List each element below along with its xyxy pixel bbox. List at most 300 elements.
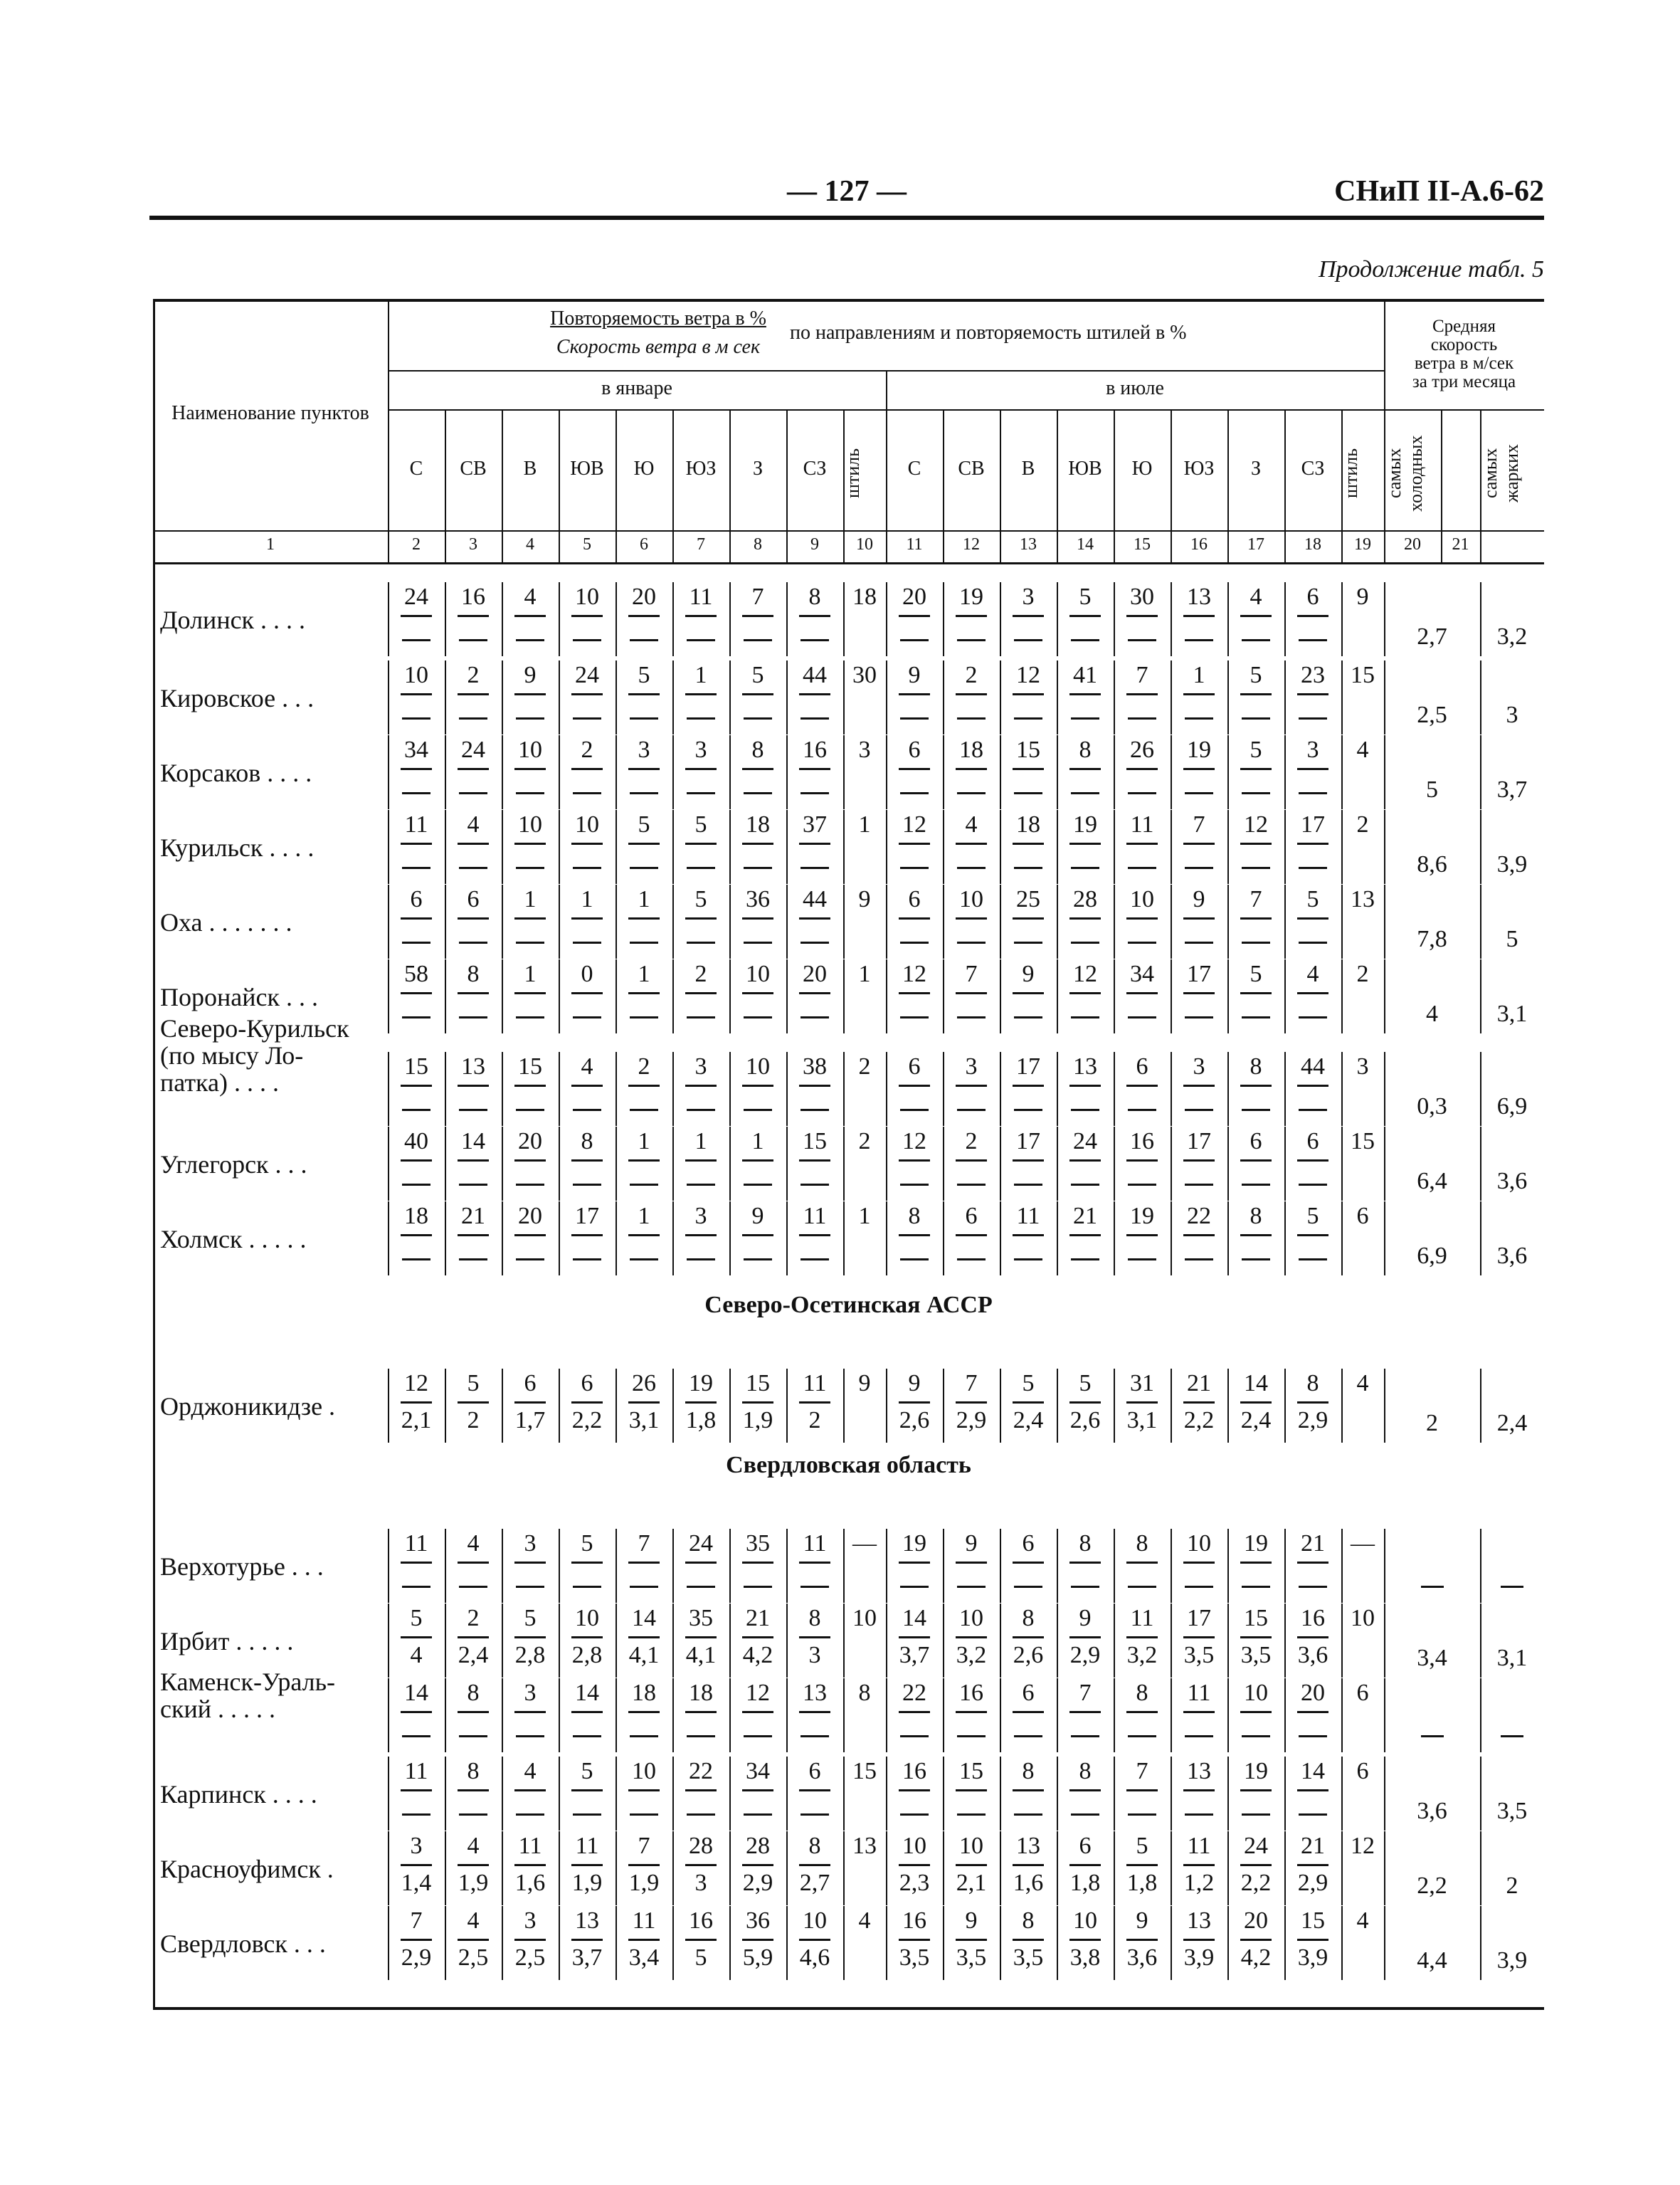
fraction-bar bbox=[514, 1085, 546, 1087]
direction-header: В bbox=[523, 458, 537, 480]
fraction-bar bbox=[1183, 917, 1215, 920]
fraction-bar bbox=[458, 1234, 489, 1236]
recurrence-value: 9 bbox=[908, 662, 921, 688]
fraction-bar bbox=[514, 1562, 546, 1564]
recurrence-value: 6 bbox=[1250, 1128, 1262, 1154]
speed-value-dash bbox=[573, 1735, 601, 1737]
speed-value-dash bbox=[957, 867, 986, 869]
speed-value-dash bbox=[900, 1735, 929, 1737]
calm-value: 4 bbox=[1356, 1907, 1369, 1934]
recurrence-header-top: Повторяемость ветра в % bbox=[550, 307, 766, 330]
recurrence-value: 5 bbox=[524, 1605, 537, 1631]
fraction-bar bbox=[899, 1789, 930, 1791]
recurrence-value: 5 bbox=[1079, 584, 1092, 610]
calm-value: 6 bbox=[1356, 1203, 1369, 1229]
document-code: СНиП II-А.6-62 bbox=[1334, 175, 1544, 208]
recurrence-value: 10 bbox=[1187, 1530, 1211, 1557]
recurrence-value: 8 bbox=[1250, 1203, 1262, 1229]
recurrence-value: 4 bbox=[467, 811, 480, 838]
speed-value-dash bbox=[1185, 942, 1213, 944]
speed-value: 3,1 bbox=[628, 1407, 660, 1433]
recurrence-value: 9 bbox=[1079, 1605, 1092, 1631]
speed-value-dash bbox=[957, 639, 986, 641]
calm-value: 6 bbox=[1356, 1758, 1369, 1784]
recurrence-value: 4 bbox=[467, 1833, 480, 1859]
recurrence-value: 9 bbox=[1136, 1907, 1148, 1934]
speed-value: 4 bbox=[410, 1642, 423, 1668]
calm-value: 3 bbox=[1356, 1053, 1369, 1080]
speed-value-dash bbox=[630, 717, 658, 720]
avg-speed-hottest: 3 bbox=[1506, 702, 1518, 728]
fraction-bar bbox=[1013, 1864, 1044, 1866]
fraction-bar bbox=[401, 843, 432, 845]
recurrence-value: 7 bbox=[410, 1907, 423, 1934]
recurrence-value: 16 bbox=[689, 1907, 713, 1934]
speed-value: 2,8 bbox=[514, 1642, 546, 1668]
avg-speed-coldest: 2,5 bbox=[1417, 702, 1447, 728]
recurrence-value: 8 bbox=[467, 961, 480, 987]
speed-value-dash bbox=[801, 1813, 829, 1816]
recurrence-value: 5 bbox=[1250, 662, 1262, 688]
calm-value: 4 bbox=[1356, 1370, 1369, 1396]
station-name: Оха . . . . . . . bbox=[160, 908, 292, 937]
speed-value: 3,4 bbox=[628, 1944, 660, 1971]
header-rule-4 bbox=[153, 562, 1544, 564]
fraction-bar bbox=[571, 1939, 603, 1941]
fraction-bar bbox=[956, 843, 987, 845]
recurrence-value: 10 bbox=[1073, 1907, 1097, 1934]
speed-value: 3,5 bbox=[956, 1944, 987, 1971]
station-name: Поронайск . . . bbox=[160, 983, 318, 1011]
station-name: Северо-Курильск bbox=[160, 1014, 349, 1043]
recurrence-value: 22 bbox=[902, 1680, 926, 1706]
fraction-bar bbox=[799, 917, 830, 920]
recurrence-value: 3 bbox=[694, 1203, 707, 1229]
recurrence-value: 13 bbox=[1073, 1053, 1097, 1080]
speed-value-dash bbox=[1014, 867, 1042, 869]
recurrence-value: 5 bbox=[694, 886, 707, 912]
fraction-bar bbox=[685, 917, 717, 920]
speed-value-dash bbox=[744, 867, 772, 869]
speed-value-dash bbox=[687, 717, 715, 720]
speed-value-dash bbox=[630, 942, 658, 944]
speed-value-dash bbox=[687, 1016, 715, 1018]
recurrence-value: 14 bbox=[575, 1680, 599, 1706]
recurrence-value: 11 bbox=[632, 1907, 656, 1934]
fraction-bar bbox=[1297, 1864, 1328, 1866]
recurrence-value: 19 bbox=[959, 584, 983, 610]
fraction-bar bbox=[1183, 992, 1215, 994]
fraction-bar bbox=[1013, 1562, 1044, 1564]
fraction-bar bbox=[628, 1085, 660, 1087]
fraction-bar bbox=[628, 615, 660, 617]
fraction-bar bbox=[514, 693, 546, 695]
fraction-bar bbox=[514, 1789, 546, 1791]
fraction-bar bbox=[571, 1711, 603, 1713]
speed-value-dash bbox=[1185, 1586, 1213, 1588]
recurrence-value: 1 bbox=[581, 886, 593, 912]
fraction-bar bbox=[899, 917, 930, 920]
recurrence-value: 24 bbox=[404, 584, 428, 610]
speed-value: 1,7 bbox=[514, 1407, 546, 1433]
fraction-bar bbox=[458, 1159, 489, 1162]
fraction-bar bbox=[401, 1401, 432, 1404]
fraction-bar bbox=[1183, 1636, 1215, 1638]
speed-value-dash bbox=[744, 717, 772, 720]
recurrence-value: 7 bbox=[638, 1833, 650, 1859]
fraction-bar bbox=[1069, 843, 1101, 845]
speed-value-dash bbox=[744, 1735, 772, 1737]
fraction-bar bbox=[514, 768, 546, 770]
recurrence-value: 5 bbox=[581, 1758, 593, 1784]
recurrence-value: 2 bbox=[467, 662, 480, 688]
speed-value-dash bbox=[1185, 639, 1213, 641]
recurrence-value: 11 bbox=[1130, 1605, 1154, 1631]
avg-speed-coldest: 8,6 bbox=[1417, 851, 1447, 878]
fraction-bar bbox=[571, 1789, 603, 1791]
fraction-bar bbox=[1240, 1636, 1272, 1638]
speed-value-dash bbox=[516, 717, 544, 720]
fraction-bar bbox=[685, 1789, 717, 1791]
speed-value: 2 bbox=[467, 1407, 480, 1433]
speed-value: 2,6 bbox=[1013, 1642, 1044, 1668]
recurrence-value: 6 bbox=[1136, 1053, 1148, 1080]
recurrence-value: 8 bbox=[1079, 1530, 1092, 1557]
speed-value: 3,6 bbox=[1126, 1944, 1158, 1971]
station-name: Верхотурье . . . bbox=[160, 1552, 324, 1581]
column-number: 21 bbox=[1452, 535, 1469, 554]
recurrence-value: 11 bbox=[575, 1833, 599, 1859]
fraction-bar bbox=[571, 1401, 603, 1404]
recurrence-value: 9 bbox=[908, 1370, 921, 1396]
calm-value: 13 bbox=[1351, 886, 1375, 912]
speed-value-dash bbox=[459, 867, 487, 869]
fraction-bar bbox=[1013, 1789, 1044, 1791]
speed-value-dash bbox=[1299, 1586, 1327, 1588]
speed-value-dash bbox=[1128, 1813, 1156, 1816]
speed-value-dash bbox=[1299, 1735, 1327, 1737]
recurrence-value: 18 bbox=[689, 1680, 713, 1706]
recurrence-value: 19 bbox=[689, 1370, 713, 1396]
table-left-rule bbox=[153, 299, 155, 2007]
calm-value: 12 bbox=[1351, 1833, 1375, 1859]
recurrence-value: 15 bbox=[1016, 737, 1040, 763]
recurrence-value: 17 bbox=[1016, 1128, 1040, 1154]
speed-value: 2,2 bbox=[1183, 1407, 1215, 1433]
recurrence-value: 13 bbox=[461, 1053, 485, 1080]
fraction-bar bbox=[899, 1234, 930, 1236]
recurrence-value: 3 bbox=[1193, 1053, 1205, 1080]
column-number: 12 bbox=[963, 535, 980, 554]
speed-value-dash bbox=[402, 867, 430, 869]
recurrence-value: 16 bbox=[803, 737, 827, 763]
recurrence-value: 6 bbox=[1022, 1680, 1035, 1706]
speed-value: 1,8 bbox=[1126, 1870, 1158, 1896]
cell-rule bbox=[388, 582, 389, 656]
avg-speed-coldest: 6,4 bbox=[1417, 1168, 1447, 1194]
column-number: 9 bbox=[810, 535, 819, 554]
recurrence-value: 28 bbox=[1073, 886, 1097, 912]
fraction-bar bbox=[956, 1159, 987, 1162]
recurrence-value: 12 bbox=[746, 1680, 770, 1706]
fraction-bar bbox=[628, 1562, 660, 1564]
fraction-bar bbox=[401, 917, 432, 920]
speed-value-dash bbox=[516, 792, 544, 794]
recurrence-value: 3 bbox=[694, 737, 707, 763]
recurrence-value: 4 bbox=[1250, 584, 1262, 610]
recurrence-value: 10 bbox=[575, 584, 599, 610]
column-number: 14 bbox=[1077, 535, 1094, 554]
speed-value-dash bbox=[573, 1109, 601, 1111]
fraction-bar bbox=[401, 992, 432, 994]
recurrence-value: 9 bbox=[965, 1907, 978, 1934]
speed-value-dash bbox=[957, 1586, 986, 1588]
cell-rule bbox=[388, 1678, 389, 1752]
fraction-bar bbox=[1240, 843, 1272, 845]
speed-value: 5,9 bbox=[742, 1944, 773, 1971]
fraction-bar bbox=[1126, 1085, 1158, 1087]
fraction-bar bbox=[628, 1636, 660, 1638]
recurrence-value: 9 bbox=[524, 662, 537, 688]
recurrence-value: 58 bbox=[404, 961, 428, 987]
direction-header: ЮВ bbox=[1068, 458, 1102, 480]
speed-value-dash bbox=[1242, 792, 1270, 794]
calm-value: 2 bbox=[858, 1053, 871, 1080]
fraction-bar bbox=[401, 1636, 432, 1638]
fraction-bar bbox=[458, 1939, 489, 1941]
speed-value-dash bbox=[744, 1813, 772, 1816]
fraction-bar bbox=[1069, 1234, 1101, 1236]
fraction-bar bbox=[1126, 1234, 1158, 1236]
speed-value-dash bbox=[402, 1735, 430, 1737]
speed-value: 2,9 bbox=[956, 1407, 987, 1433]
speed-value-dash bbox=[801, 1184, 829, 1186]
speed-value-dash bbox=[1014, 1813, 1042, 1816]
fraction-bar bbox=[1297, 1159, 1328, 1162]
recurrence-value: 8 bbox=[1079, 1758, 1092, 1784]
station-name: Свердловск . . . bbox=[160, 1929, 326, 1958]
speed-value-dash bbox=[957, 792, 986, 794]
calm-value: 9 bbox=[858, 886, 871, 912]
recurrence-value: 20 bbox=[803, 961, 827, 987]
speed-value-dash bbox=[459, 1109, 487, 1111]
fraction-bar bbox=[1240, 1711, 1272, 1713]
speed-value-dash bbox=[516, 1258, 544, 1260]
fraction-bar bbox=[628, 843, 660, 845]
fraction-bar bbox=[685, 1085, 717, 1087]
recurrence-value: 5 bbox=[694, 811, 707, 838]
fraction-bar bbox=[1126, 1711, 1158, 1713]
recurrence-value: 5 bbox=[581, 1530, 593, 1557]
recurrence-value: 0 bbox=[581, 961, 593, 987]
recurrence-value: 44 bbox=[1301, 1053, 1325, 1080]
speed-value-dash bbox=[1242, 1735, 1270, 1737]
fraction-bar bbox=[458, 1085, 489, 1087]
speed-value-dash bbox=[957, 1813, 986, 1816]
fraction-bar bbox=[458, 1562, 489, 1564]
fraction-bar bbox=[899, 1562, 930, 1564]
fraction-bar bbox=[742, 768, 773, 770]
recurrence-value: 1 bbox=[751, 1128, 764, 1154]
speed-value-dash bbox=[744, 1258, 772, 1260]
recurrence-value: 8 bbox=[467, 1680, 480, 1706]
station-name: Красноуфимск . bbox=[160, 1855, 334, 1883]
recurrence-value: 4 bbox=[524, 1758, 537, 1784]
speed-value-dash bbox=[573, 1184, 601, 1186]
station-name: Курильск . . . . bbox=[160, 833, 315, 862]
fraction-bar bbox=[1183, 843, 1215, 845]
avg-speed-header: ветра в м/сек bbox=[1414, 354, 1514, 373]
fraction-bar bbox=[401, 1864, 432, 1866]
fraction-bar bbox=[1013, 1234, 1044, 1236]
recurrence-value: 10 bbox=[575, 1605, 599, 1631]
fraction-bar bbox=[1126, 1939, 1158, 1941]
recurrence-value: 11 bbox=[803, 1530, 827, 1557]
fraction-bar bbox=[514, 1939, 546, 1941]
speed-value-dash bbox=[1128, 717, 1156, 720]
speed-value-dash bbox=[1185, 717, 1213, 720]
cell-rule bbox=[388, 1529, 389, 1603]
recurrence-value: 21 bbox=[746, 1605, 770, 1631]
recurrence-value: 3 bbox=[694, 1053, 707, 1080]
recurrence-value: 5 bbox=[1079, 1370, 1092, 1396]
recurrence-value: 18 bbox=[959, 737, 983, 763]
column-number: 11 bbox=[906, 535, 923, 554]
fraction-bar bbox=[628, 1789, 660, 1791]
calm-value: 10 bbox=[1351, 1605, 1375, 1631]
fraction-bar bbox=[1297, 1085, 1328, 1087]
recurrence-value: 9 bbox=[751, 1203, 764, 1229]
speed-value: 3,5 bbox=[899, 1944, 930, 1971]
speed-value-dash bbox=[957, 942, 986, 944]
speed-value: 3,8 bbox=[1069, 1944, 1101, 1971]
speed-value-dash bbox=[801, 1258, 829, 1260]
fraction-bar bbox=[1183, 1159, 1215, 1162]
station-name: Корсаков . . . . bbox=[160, 759, 312, 787]
speed-value-dash bbox=[1299, 639, 1327, 641]
avg-speed-hottest: 3,6 bbox=[1496, 1168, 1528, 1194]
speed-value: 3 bbox=[694, 1870, 707, 1896]
fraction-bar bbox=[685, 992, 717, 994]
speed-value-dash bbox=[687, 1813, 715, 1816]
speed-value-dash bbox=[402, 717, 430, 720]
direction-header: Ю bbox=[1131, 458, 1153, 480]
speed-value-dash bbox=[1128, 867, 1156, 869]
speed-value-dash bbox=[1014, 1184, 1042, 1186]
speed-value-dash bbox=[687, 1586, 715, 1588]
fraction-bar bbox=[514, 1711, 546, 1713]
recurrence-value: 14 bbox=[632, 1605, 656, 1631]
calm-value: 1 bbox=[858, 961, 871, 987]
recurrence-value: 5 bbox=[1306, 886, 1319, 912]
speed-value-dash bbox=[1185, 1016, 1213, 1018]
speed-value: 2,2 bbox=[571, 1407, 603, 1433]
speed-value-dash bbox=[900, 1109, 929, 1111]
recurrence-value: 17 bbox=[1187, 1128, 1211, 1154]
direction-header: ЮВ bbox=[570, 458, 604, 480]
recurrence-value: 36 bbox=[746, 1907, 770, 1934]
speed-value-dash bbox=[1071, 1016, 1099, 1018]
recurrence-value: 8 bbox=[808, 1833, 821, 1859]
speed-value-dash bbox=[516, 1016, 544, 1018]
fraction-bar bbox=[458, 843, 489, 845]
fraction-bar bbox=[1183, 1234, 1215, 1236]
recurrence-value: 2 bbox=[581, 737, 593, 763]
speed-value-dash bbox=[630, 1586, 658, 1588]
speed-value: 2,4 bbox=[1013, 1407, 1044, 1433]
fraction-bar bbox=[799, 1159, 830, 1162]
recurrence-value: 13 bbox=[575, 1907, 599, 1934]
cell-rule bbox=[1480, 1678, 1481, 1752]
recurrence-value: 10 bbox=[518, 811, 542, 838]
fraction-bar bbox=[799, 1234, 830, 1236]
recurrence-value: 10 bbox=[1130, 886, 1154, 912]
fraction-bar bbox=[1183, 1939, 1215, 1941]
speed-value-dash bbox=[1299, 1109, 1327, 1111]
direction-header: СЗ bbox=[1301, 458, 1325, 480]
calm-column-header: штиль bbox=[842, 448, 863, 499]
recurrence-value: 15 bbox=[404, 1053, 428, 1080]
recurrence-value: 16 bbox=[902, 1758, 926, 1784]
recurrence-value: 5 bbox=[638, 662, 650, 688]
speed-value: 2,7 bbox=[799, 1870, 830, 1896]
fraction-bar bbox=[742, 1401, 773, 1404]
speed-value-dash bbox=[687, 1184, 715, 1186]
speed-value-dash bbox=[402, 942, 430, 944]
fraction-bar bbox=[458, 1789, 489, 1791]
fraction-bar bbox=[1297, 1789, 1328, 1791]
recurrence-value: 3 bbox=[410, 1833, 423, 1859]
recurrence-value: 1 bbox=[524, 961, 537, 987]
fraction-bar bbox=[514, 843, 546, 845]
recurrence-value: 15 bbox=[518, 1053, 542, 1080]
recurrence-value: 21 bbox=[1301, 1530, 1325, 1557]
fraction-bar bbox=[628, 768, 660, 770]
speed-value-dash bbox=[801, 1109, 829, 1111]
fraction-bar bbox=[571, 768, 603, 770]
speed-value-dash bbox=[744, 1586, 772, 1588]
calm-value: 2 bbox=[858, 1128, 871, 1154]
cell-rule bbox=[388, 735, 389, 809]
speed-value-dash bbox=[801, 639, 829, 641]
fraction-bar bbox=[956, 1085, 987, 1087]
calm-value: 8 bbox=[858, 1680, 871, 1706]
speed-value-dash bbox=[1299, 717, 1327, 720]
recurrence-value: 1 bbox=[638, 1128, 650, 1154]
recurrence-value: 24 bbox=[575, 662, 599, 688]
recurrence-value: 5 bbox=[1136, 1833, 1148, 1859]
recurrence-value: 9 bbox=[965, 1530, 978, 1557]
column-number: 18 bbox=[1304, 535, 1321, 554]
calm-value: 6 bbox=[1356, 1680, 1369, 1706]
station-name: Холмск . . . . . bbox=[160, 1225, 307, 1253]
avg-speed-hottest: 3,9 bbox=[1496, 851, 1528, 878]
avg-speed-hottest: 3,6 bbox=[1496, 1243, 1528, 1269]
recurrence-value: 10 bbox=[803, 1907, 827, 1934]
cell-rule bbox=[388, 660, 389, 735]
speed-value: 2,1 bbox=[401, 1407, 432, 1433]
direction-header: В bbox=[1021, 458, 1035, 480]
recurrence-value: 4 bbox=[965, 811, 978, 838]
recurrence-value: 7 bbox=[638, 1530, 650, 1557]
avg-speed-hottest: 5 bbox=[1506, 926, 1518, 952]
recurrence-value: 22 bbox=[689, 1758, 713, 1784]
speed-value-dash bbox=[630, 639, 658, 641]
speed-value: 2,9 bbox=[1297, 1407, 1328, 1433]
speed-value-dash bbox=[1242, 639, 1270, 641]
fraction-bar bbox=[458, 992, 489, 994]
speed-value-dash bbox=[801, 1735, 829, 1737]
